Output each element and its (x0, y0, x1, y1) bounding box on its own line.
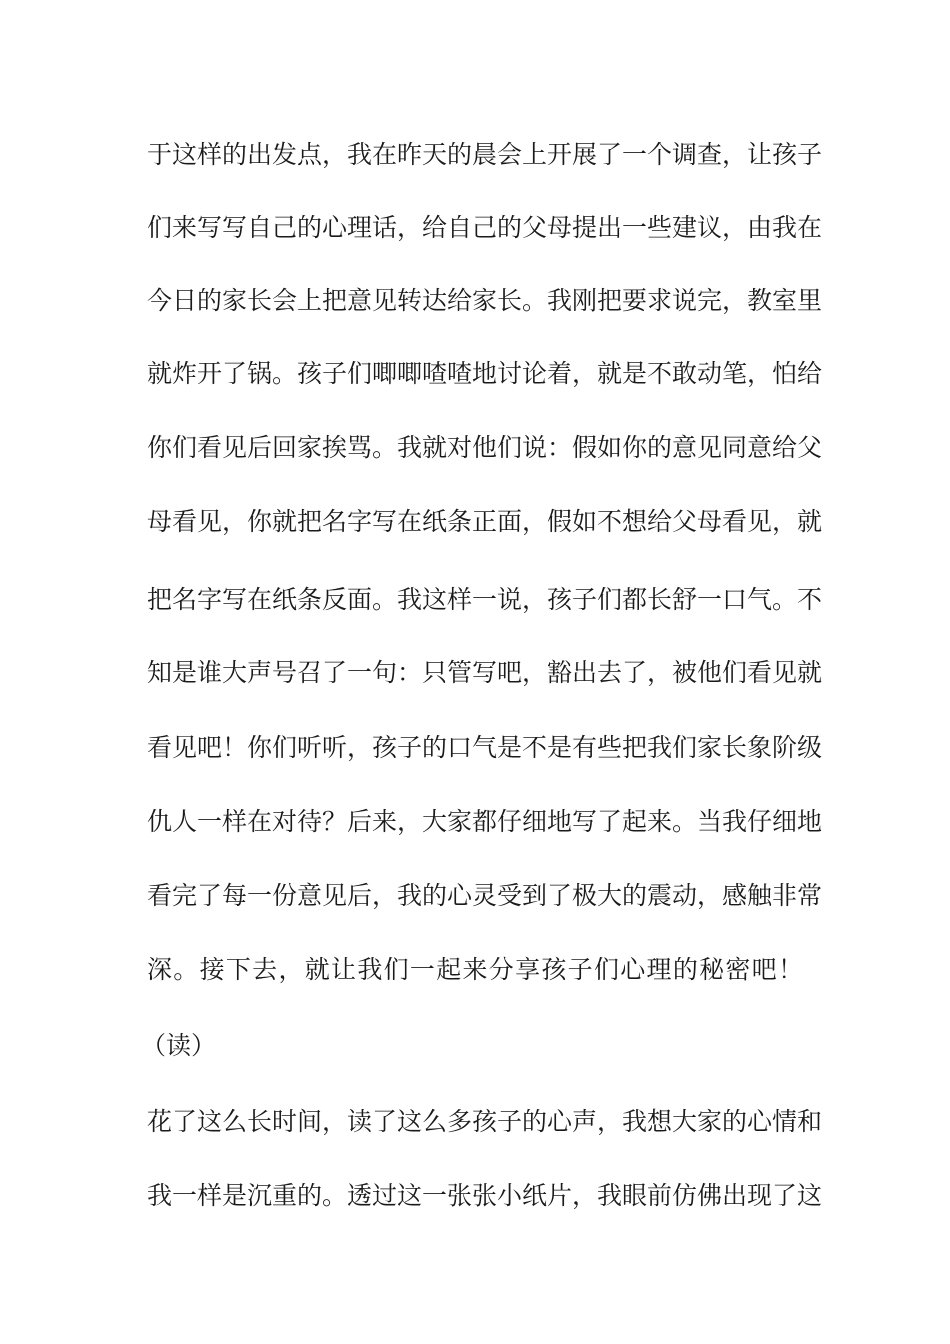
text-line: 今日的家长会上把意见转达给家长。我刚把要求说完，教室里 (147, 286, 823, 315)
text-line: 于这样的出发点，我在昨天的晨会上开展了一个调查，让孩子 (147, 140, 823, 169)
text-line: 就炸开了锅。孩子们唧唧喳喳地讨论着，就是不敢动笔，怕给 (147, 359, 823, 388)
text-line: 知是谁大声号召了一句：只管写吧，豁出去了，被他们看见就 (147, 658, 823, 687)
text-line: 仇人一样在对待？后来，大家都仔细地写了起来。当我仔细地 (147, 807, 823, 836)
text-line: 母看见，你就把名字写在纸条正面，假如不想给父母看见，就 (147, 507, 823, 536)
text-line: 们来写写自己的心理话，给自己的父母提出一些建议，由我在 (147, 213, 823, 242)
text-line: 把名字写在纸条反面。我这样一说，孩子们都长舒一口气。不 (147, 585, 823, 614)
text-line: 花了这么长时间，读了这么多孩子的心声，我想大家的心情和 (147, 1107, 823, 1136)
text-line: 看见吧！你们听听，孩子的口气是不是有些把我们家长象阶级 (147, 733, 823, 762)
text-line: 深。接下去，就让我们一起来分享孩子们心理的秘密吧！ (147, 955, 803, 984)
reading-note: （读） (141, 1031, 217, 1060)
text-line: 你们看见后回家挨骂。我就对他们说：假如你的意见同意给父 (147, 433, 823, 462)
text-line: 看完了每一份意见后，我的心灵受到了极大的震动，感触非常 (147, 881, 823, 910)
text-line: 我一样是沉重的。透过这一张张小纸片，我眼前仿佛出现了这 (147, 1181, 823, 1210)
